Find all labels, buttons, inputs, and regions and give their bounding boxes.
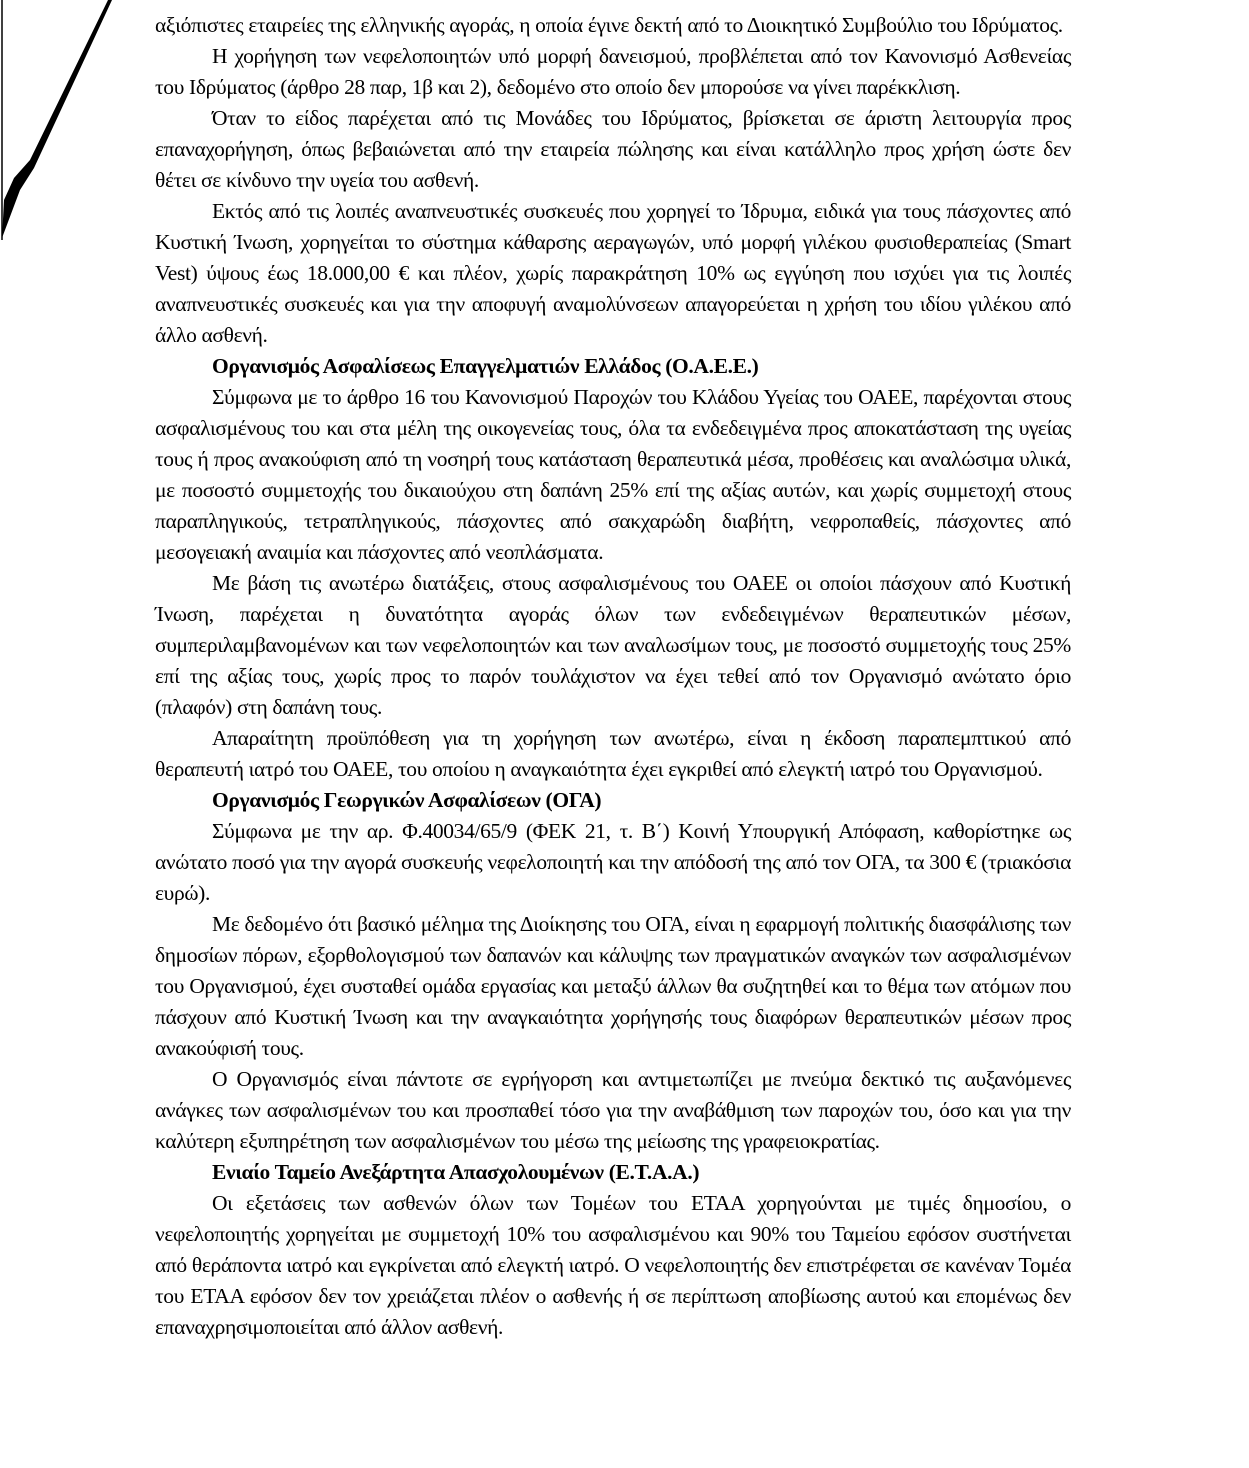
paragraph: Όταν το είδος παρέχεται από τις Μονάδες του Ιδρύματος, βρίσκεται σε άριστη λειτουργία προς επαναχορήγηση, όπως βεβαιώνεται από την εταιρεία πώλησης και είναι κατάλληλο προς χρήση ώστε δεν θέτει σε κίνδυνο την υγεία του ασθενή. <box>155 106 1071 192</box>
scan-margin-stroke <box>0 0 120 245</box>
paragraph: Εκτός από τις λοιπές αναπνευστικές συσκευές που χορηγεί το Ίδρυμα, ειδικά για τους πάσχοντες από Κυστική Ίνωση, χορηγείται το σύστημα κάθαρσης αεραγωγών, υπό μορφή γιλέκου φυσιοθεραπείας (Smart Vest) ύψους έως 18.000,00 € και πλέον, χωρίς παρακράτηση 10% ως εγγύηση που ισχύει για τις λοιπές αναπνευστικές συσκευές και για την αποφυγή αναμολύνσεων απαγορεύεται η χρήση του ιδίου γιλέκου από άλλο ασθενή. <box>155 199 1071 347</box>
section-heading-oaee: Οργανισμός Ασφαλίσεως Επαγγελματιών Ελλάδος (Ο.Α.Ε.Ε.) <box>212 354 759 378</box>
paragraph: Με βάση τις ανωτέρω διατάξεις, στους ασφαλισμένους του ΟΑΕΕ οι οποίοι πάσχουν από Κυστική Ίνωση, παρέχεται η δυνατότητα αγοράς όλων των ενδεδειγμένων θεραπευτικών μέσων, συμπεριλαμβανομένων και των νεφελοποιητών και των αναλωσίμων τους, με ποσοστό συμμετοχής τους 25% επί της αξίας τους, χωρίς προς το παρόν τουλάχιστον να έχει τεθεί από τον Οργανισμό ανώτατο όριο (πλαφόν) στη δαπάνη τους. <box>155 571 1071 719</box>
section-heading-etaa: Ενιαίο Ταμείο Ανεξάρτητα Απασχολουμένων (Ε.Τ.Α.Α.) <box>212 1160 700 1184</box>
paragraph: Οι εξετάσεις των ασθενών όλων των Τομέων του ΕΤΑΑ χορηγούνται με τιμές δημοσίου, ο νεφελοποιητής χορηγείται με συμμετοχή 10% του ασφαλισμένου και 90% του Ταμείου εφόσον συστήνεται από θεράποντα ιατρό και εγκρίνεται από ελεγκτή ιατρό. Ο νεφελοποιητής δεν επιστρέφεται σε κανέναν Τομέα του ΕΤΑΑ εφόσον δεν τον χρειάζεται πλέον ο ασθενής ή σε περίπτωση αποβίωσης αυτού και επομένως δεν επαναχρησιμοποιείται από άλλον ασθενή. <box>155 1191 1071 1339</box>
paragraph: Με δεδομένο ότι βασικό μέλημα της Διοίκησης του ΟΓΑ, είναι η εφαρμογή πολιτικής διασφάλισης των δημοσίων πόρων, εξορθολογισμού των δαπανών και κάλυψης των πραγματικών αναγκών των ασφαλισμένων του Οργανισμού, έχει συσταθεί ομάδα εργασίας και μεταξύ άλλων θα συζητηθεί και το θέμα των ατόμων που πάσχουν από Κυστική Ίνωση και την αναγκαιότητα χορήγησής τους διαφόρων θεραπευτικών μέσων προς ανακούφισή τους. <box>155 912 1071 1060</box>
paragraph: Απαραίτητη προϋπόθεση για τη χορήγηση των ανωτέρω, είναι η έκδοση παραπεμπτικού από θεραπευτή ιατρό του ΟΑΕΕ, του οποίου η αναγκαιότητα έχει εγκριθεί από ελεγκτή ιατρό του Οργανισμού. <box>155 726 1071 781</box>
document-page <box>155 10 1071 1343</box>
section-heading-oga: Οργανισμός Γεωργικών Ασφαλίσεων (ΟΓΑ) <box>212 788 602 812</box>
paragraph: αξιόπιστες εταιρείες της ελληνικής αγοράς, η οποία έγινε δεκτή από το Διοικητικό Συμβούλιο του Ιδρύματος. <box>155 13 1063 37</box>
paragraph: Σύμφωνα με την αρ. Φ.40034/65/9 (ΦΕΚ 21, τ. Β΄) Κοινή Υπουργική Απόφαση, καθορίστηκε ως ανώτατο ποσό για την αγορά συσκευής νεφελοποιητή και την απόδοσή της από τον ΟΓΑ, τα 300 € (τριακόσια ευρώ). <box>155 819 1071 905</box>
paragraph: Σύμφωνα με το άρθρο 16 του Κανονισμού Παροχών του Κλάδου Υγείας του ΟΑΕΕ, παρέχονται στους ασφαλισμένους του και στα μέλη της οικογενείας τους, όλα τα ενδεδειγμένα προς αποκατάσταση της υγείας τους ή προς ανακούφιση από τη νοσηρή τους κατάσταση θεραπευτικά μέσα, προθέσεις και αναλώσιμα υλικά, με ποσοστό συμμετοχής του δικαιούχου στη δαπάνη 25% επί της αξίας αυτών, και χωρίς συμμετοχή στους παραπληγικούς, τετραπληγικούς, πάσχοντες από σακχαρώδη διαβήτη, νεφροπαθείς, πάσχοντες από μεσογειακή αναιμία και πάσχοντες από νεοπλάσματα. <box>155 385 1071 564</box>
paragraph: Η χορήγηση των νεφελοποιητών υπό μορφή δανεισμού, προβλέπεται από τον Κανονισμό Ασθενείας του Ιδρύματος (άρθρο 28 παρ, 1β και 2), δεδομένο στο οποίο δεν μπορούσε να γίνει παρέκκλιση. <box>155 44 1071 99</box>
paragraph: Ο Οργανισμός είναι πάντοτε σε εγρήγορση και αντιμετωπίζει με πνεύμα δεκτικό τις αυξανόμενες ανάγκες των ασφαλισμένων του και προσπαθεί τόσο για την αναβάθμιση των παροχών του, όσο και για την καλύτερη εξυπηρέτηση των ασφαλισμένων του μέσω της μείωσης της γραφειοκρατίας. <box>155 1067 1071 1153</box>
